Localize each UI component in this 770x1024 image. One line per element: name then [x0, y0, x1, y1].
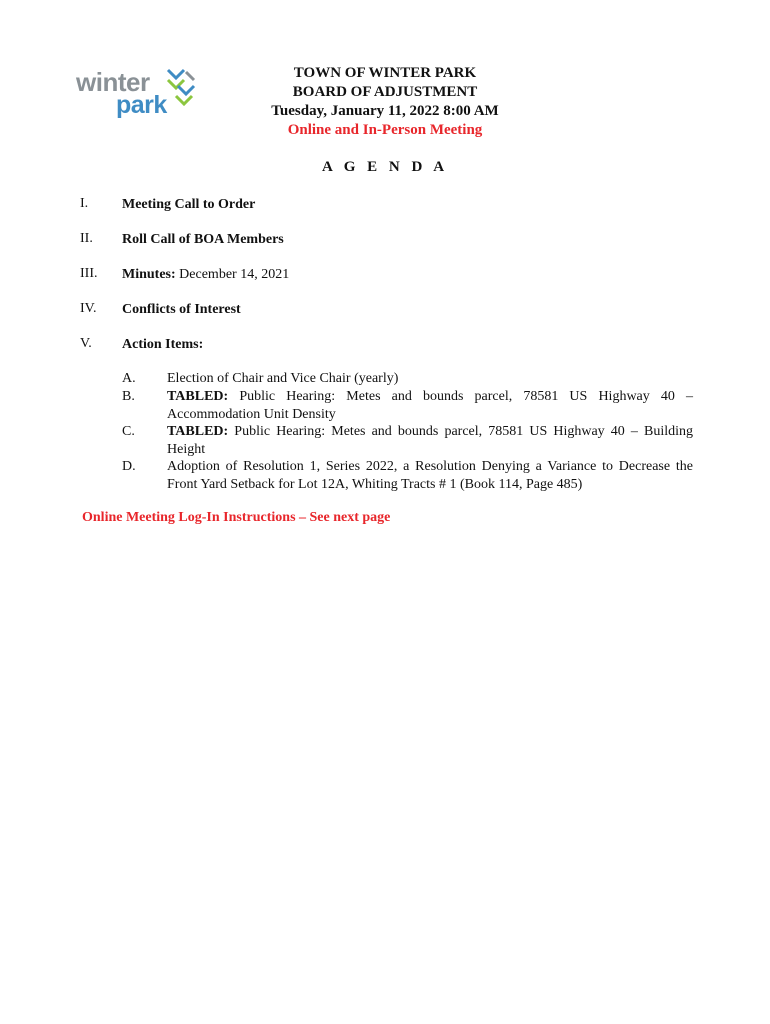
item-label: Conflicts of Interest: [122, 302, 241, 317]
agenda-item: [122, 231, 284, 249]
sub-item-letter: A.: [122, 371, 136, 386]
agenda-item: [122, 336, 203, 354]
action-item: [167, 370, 693, 388]
sub-item-letter: B.: [122, 389, 135, 404]
item-number: I.: [80, 196, 89, 211]
meeting-header: [230, 64, 540, 140]
town-logo: [76, 66, 200, 122]
agenda-item: [122, 266, 289, 284]
agenda-item: [122, 196, 255, 214]
item-number: III.: [80, 266, 98, 281]
action-item-tag: TABLED:: [167, 424, 229, 439]
item-label: Meeting Call to Order: [122, 197, 256, 212]
online-instructions-note: Online Meeting Log-In Instructions – See next page: [82, 510, 391, 525]
action-item: [167, 388, 693, 423]
logo-word-park: park: [116, 91, 167, 119]
item-text: December 14, 2021: [175, 267, 290, 282]
town-name: TOWN OF WINTER PARK: [293, 65, 477, 81]
item-number: V.: [80, 336, 92, 351]
action-item: [167, 458, 693, 493]
meeting-format: Online and In-Person Meeting: [287, 122, 483, 138]
sub-item-letter: D.: [122, 459, 136, 474]
item-label: Action Items:: [122, 337, 204, 352]
logo-word-winter: winter: [76, 67, 150, 97]
board-name: BOARD OF ADJUSTMENT: [292, 84, 478, 100]
agenda-title: A G E N D A: [321, 159, 449, 175]
snowflake-arrows-icon: [164, 66, 198, 106]
action-item-text: Election of Chair and Vice Chair (yearly): [167, 371, 399, 386]
action-item-text: Adoption of Resolution 1, Series 2022, a Resolution Denying a Variance to Decrease the Front Yard Setback for Lot 12A, Whiting Tracts # 1 (Book 114, Page 485): [167, 459, 693, 492]
item-number: IV.: [80, 301, 97, 316]
item-number: II.: [80, 231, 93, 246]
sub-item-letter: C.: [122, 424, 135, 439]
action-item-text: Public Hearing: Metes and bounds parcel, 78581 US Highway 40 – Building Height: [167, 424, 693, 457]
item-label: Minutes:: [122, 267, 176, 282]
item-label: Roll Call of BOA Members: [122, 232, 284, 247]
meeting-date: Tuesday, January 11, 2022 8:00 AM: [271, 103, 499, 119]
action-item-tag: TABLED:: [167, 389, 229, 404]
action-item: [167, 423, 693, 458]
agenda-item: [122, 301, 241, 319]
action-item-text: Public Hearing: Metes and bounds parcel, 78581 US Highway 40 – Accommodation Unit Density: [167, 389, 693, 422]
